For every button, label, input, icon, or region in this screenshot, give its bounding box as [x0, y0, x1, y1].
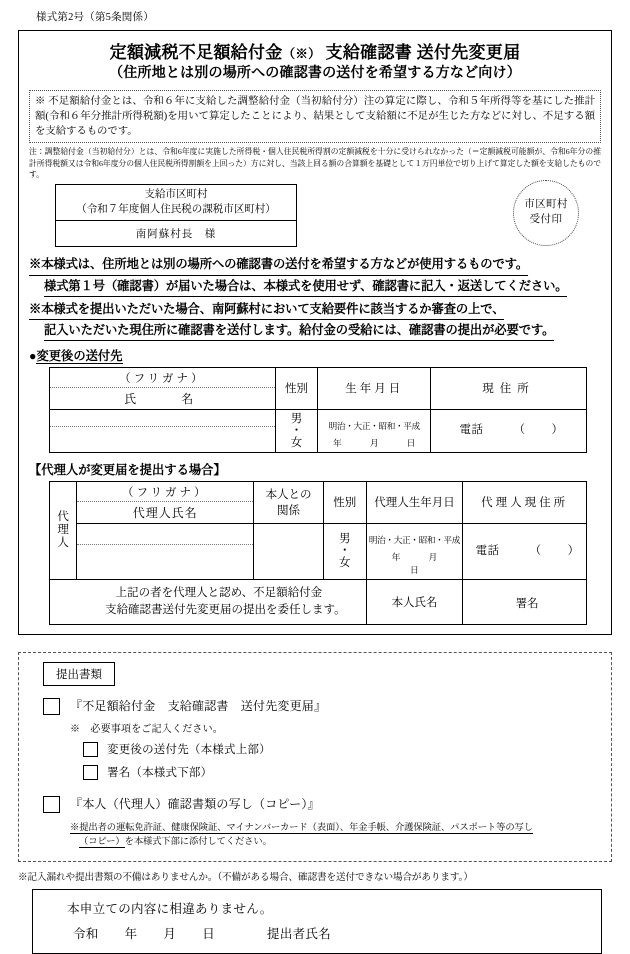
document-item-1-sub1-row	[33, 742, 597, 757]
form-number: 様式第2号（第5条関係）	[36, 12, 154, 23]
title-main: 定額減税不足額給付金	[109, 42, 283, 62]
declaration-statement: 本申立ての内容に相違ありません。	[67, 901, 273, 916]
agent-gender-header: 性別	[323, 482, 366, 524]
agent-section-heading: 【代理人が変更届を提出する場合】	[29, 462, 226, 477]
agent-table	[50, 482, 586, 625]
agent-name-input[interactable]	[77, 545, 253, 575]
agent-address-input-cell[interactable]	[463, 523, 586, 579]
agent-era-options[interactable]: 明治・大正・昭和・平成	[368, 534, 461, 545]
telephone-field[interactable]	[437, 421, 586, 437]
main-form-section	[18, 30, 612, 636]
recipient-mayor: 南阿蘇村長 様	[135, 229, 217, 241]
declaration-box	[32, 889, 602, 954]
relation-header-line1: 本人との	[265, 489, 312, 502]
instructions-block	[29, 255, 601, 340]
asterisk-note-box	[29, 90, 601, 143]
checkbox-document-1[interactable]	[43, 698, 60, 715]
submission-documents-box	[18, 652, 612, 862]
agent-header-row	[50, 482, 586, 524]
instruction-line-1: ※本様式は、住所地とは別の場所への確認書の送付を希望する方などが使用するものです。	[29, 255, 528, 275]
agent-gender-male[interactable]: 男	[339, 533, 351, 546]
stamp-line1: 市区町村	[524, 199, 568, 211]
relation-header-line2: 関係	[277, 505, 300, 518]
consignment-line2: 支給確認書送付先変更届の提出を委任します。	[105, 603, 346, 616]
birthdate-input-cell[interactable]	[318, 409, 431, 452]
gender-header: 性別	[275, 368, 318, 410]
stamp-line2: 受付印	[529, 213, 563, 225]
tel-paren-open: （	[513, 424, 526, 437]
agent-name-header-cell	[77, 482, 254, 524]
document-item-1-note: ※ 必要事項をご記入ください。	[70, 724, 223, 736]
agent-gender-separator: ・	[339, 545, 351, 558]
agent-address-header: 代理人現住所	[463, 482, 586, 524]
document-item-2-note-line1: ※提出者の運転免許証、健康保険証、マイナンバーカード（表面）、年金手帳、介護保険証、パスポート等の写し	[70, 822, 533, 833]
era-options[interactable]: 明治・大正・昭和・平成	[328, 420, 420, 431]
gender-female[interactable]: 女	[290, 436, 303, 449]
documents-title: 提出書類	[43, 662, 115, 686]
telephone-label: 電話	[459, 424, 484, 437]
table-header-row	[50, 368, 586, 410]
agent-vertical-label	[50, 482, 77, 580]
tel-paren-close: ）	[551, 424, 564, 437]
destination-table	[50, 368, 586, 452]
title-mark: （※）	[282, 46, 321, 61]
agent-input-row	[50, 523, 586, 579]
municipality-stamp-circle	[513, 180, 579, 246]
document-item-1-label: 『不足額給付金 支給確認書 送付先変更届』	[70, 699, 327, 714]
agent-telephone-label: 電話	[475, 544, 500, 557]
page-title	[29, 42, 601, 64]
agent-table-wrapper	[49, 481, 587, 626]
day-label: 日	[406, 437, 416, 448]
name-header-cell	[50, 368, 275, 410]
signature-field[interactable]	[463, 579, 586, 624]
consignment-statement	[50, 579, 366, 624]
signature-label: 署名	[515, 597, 539, 610]
document-item-2-note-line2-wrap	[79, 836, 597, 850]
self-name-label: 本人氏名	[366, 579, 462, 624]
document-item-2-note	[70, 822, 597, 850]
recipient-line2: （令和７年度個人住民税の課税市区町村）	[76, 203, 276, 215]
declaration-date-row	[73, 924, 601, 942]
recipient-box	[55, 184, 297, 248]
instruction-group-1	[29, 255, 601, 296]
page-subtitle: （住所地とは別の場所への確認書の送付を希望する方など向け）	[109, 66, 521, 82]
instruction-line-4: 記入いただいた現住所に確認書を送付します。給付金の受給には、確認書の提出が必要です。	[44, 321, 554, 341]
agent-tel-paren-open: （	[529, 544, 542, 557]
declaration-era: 令和	[73, 926, 99, 941]
agent-telephone-field[interactable]	[469, 542, 586, 558]
furigana-header: （フリガナ）	[50, 368, 275, 388]
consignment-row	[50, 579, 586, 624]
agent-label-char-2: 理	[57, 523, 69, 536]
document-item-2-row	[33, 796, 597, 813]
agent-year-label: 年	[391, 551, 401, 562]
ymd-labels	[318, 432, 430, 452]
agent-month-label: 月	[428, 551, 438, 562]
consignment-line1: 上記の者を代理人と認め、不足額給付金	[115, 586, 323, 599]
instruction-line-2: 様式第１号（確認書）が届いた場合は、本様式を使用せず、確認書に記入・返送してください。	[44, 277, 567, 297]
declaration-submitter-label: 提出者氏名	[267, 926, 332, 941]
agent-furigana-header: （フリガナ）	[77, 482, 253, 502]
birthdate-header: 生年月日	[318, 368, 431, 410]
document-item-1-sub2-row	[33, 765, 597, 780]
completeness-warning: ※記入漏れや提出書類の不備はありませんか。（不備がある場合、確認書を送付できない場合があります。）	[18, 871, 473, 883]
month-label: 月	[369, 437, 379, 448]
document-item-1-row	[33, 698, 597, 715]
document-item-1-sub2-label: 署名（本様式下部）	[107, 766, 213, 779]
checkbox-destination-section[interactable]	[83, 742, 98, 757]
furigana-input[interactable]	[50, 410, 275, 427]
declaration-year-label: 年	[124, 926, 138, 941]
agent-furigana-input[interactable]	[77, 528, 253, 545]
agent-birthdate-input-cell[interactable]	[366, 523, 462, 579]
address-input-cell[interactable]	[431, 409, 586, 452]
agent-gender-female[interactable]: 女	[339, 557, 351, 570]
destination-heading-label: 変更後の送付先	[36, 348, 123, 363]
name-header: 氏 名	[124, 391, 201, 406]
gender-separator: ・	[290, 424, 303, 437]
title-rest: 支給確認書 送付先変更届	[325, 42, 521, 62]
table-input-row	[50, 409, 586, 452]
gender-male[interactable]: 男	[290, 412, 303, 425]
year-label: 年	[333, 437, 342, 448]
declaration-month-label: 月	[163, 926, 177, 941]
name-input[interactable]	[50, 427, 275, 451]
relation-header	[254, 482, 324, 524]
agent-birthdate-header: 代理人生年月日	[366, 482, 462, 524]
recipient-row	[29, 184, 601, 248]
gender-select[interactable]	[275, 409, 318, 452]
agent-name-header: 代理人氏名	[132, 505, 198, 520]
agent-tel-paren-close: ）	[567, 544, 580, 557]
relation-input[interactable]	[254, 523, 324, 579]
recipient-municipality	[56, 185, 296, 222]
destination-table-wrapper	[49, 367, 587, 453]
declaration-day-label: 日	[202, 926, 216, 941]
recipient-line1: 支給市区町村	[144, 188, 208, 200]
destination-section-heading	[29, 346, 601, 364]
agent-day-label: 日	[410, 564, 419, 575]
instruction-line-3: ※本様式を提出いただいた場合、南阿蘇村において支給要件に該当するか審査の上で、	[29, 300, 504, 320]
checkbox-signature-section[interactable]	[83, 765, 98, 780]
agent-label-char-1: 代	[57, 510, 69, 523]
checkbox-document-2[interactable]	[43, 796, 60, 813]
document-item-2-note-line2b: を本様式下部に添付してください。	[124, 836, 272, 847]
instruction-group-2	[29, 300, 601, 341]
document-item-2-label: 『本人（代理人）確認書類の写し（コピー）』	[70, 796, 320, 811]
document-item-2-note-line2a: （コピー）	[79, 836, 125, 847]
document-item-1-sub1-label: 変更後の送付先（本様式上部）	[107, 744, 271, 757]
asterisk-note-text: ※ 不足額給付金とは、令和６年に支給した調整給付金（当初給付分）注の算定に際し、令和５年所得等を基にした推計額(令和６年分推計所得税額)を用いて算定したことにより、結果として支給額に不足が生じた方などに対し、不足する額を支給するものです。	[35, 96, 595, 138]
agent-gender-select[interactable]	[323, 523, 366, 579]
footnote-text: 注：調整給付金（当初給付分）とは、令和6年度に実施した所得税・個人住民税所得割の定額減税を十分に受けられなかった（＝定額減税可能額が、令和6年分の推計所得税額又は令和6年度分の個人住民税所得割額を上回った）方に対し、当該上回る額の合算額を基礎として１万円単位で切り上げて算定した額を支給したものです。	[29, 147, 601, 179]
address-header: 現住所	[431, 368, 586, 410]
bullet-icon: ●	[29, 348, 37, 363]
agent-ymd-labels	[367, 546, 462, 579]
agent-label-char-3: 人	[57, 536, 69, 549]
name-input-cell[interactable]	[50, 409, 275, 452]
agent-name-input-cell[interactable]	[77, 523, 254, 579]
